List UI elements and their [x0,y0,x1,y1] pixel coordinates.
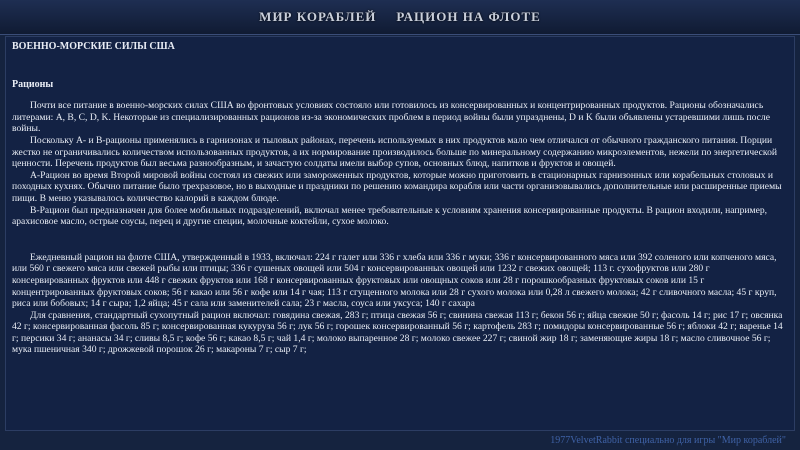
title-game: МИР КОРАБЛЕЙ [259,9,377,24]
paragraph-navy-daily: Ежедневный рацион на флоте США, утвержденный в 1933, включал: 224 г галет или 336 г хлеба или 336 г муки; 336 г консервированного мяса или 392 соленого или копченого мяса, или 560 г свежего мяса или свежей рыбы или птицы; 336 г сушеных овощей или 504 г консервированных овощей или 1232 г свежих овощей; 113 г. сухофруктов или 280 г консервированных фруктов или 448 г свежих фруктов или 168 г консервированных фруктовых или овощных соков или 28 г порошкообразных фруктовых соков или 15 г концентрированных фруктовых соков; 56 г какао или 56 г кофе или 14 г чая; 113 г сгущенного молока или 28 г сухого молока или 0,28 л свежего молока; 42 г сливочного масла; 45 г круп, риса или бобовых; 14 г сыра; 1,2 яйца; 45 г сала или заменителей сала; 23 г масла, соуса или уксуса; 140 г сахара [12,251,777,310]
title-topic: РАЦИОН НА ФЛОТЕ [396,9,541,24]
section-heading: ВОЕННО-МОРСКИЕ СИЛЫ США [12,41,175,52]
paragraph-army-compare: Для сравнения, стандартный сухопутный рацион включал: говядина свежая, 283 г; птица свежая 56 г; свинина свежая 113 г; бекон 56 г; яйца свежие 50 г; фасоль 14 г; рис 17 г; овсянка 42 г; консервированная фасоль 85 г; консервированная кукуруза 56 г; лук 56 г; горошек консервированный 56 г; картофель 283 г; помидоры консервированные 56 г; яблоки 42 г; варенье 14 г; персики 34 г; ананасы 34 г; сливы 8,5 г; кофе 56 г; какао 8,5 г; чай 1,4 г; молоко выпаренное 28 г; молоко свежее 227 г; свиной жир 18 г; заменяющие жиры 18 г; масло сливочное 56 г; мука пшеничная 340 г; дрожжевой порошок 26 г; макароны 7 г; сыр 7 г; [12,309,783,356]
paragraph-intro: Почти все питание в военно-морских силах США во фронтовых условиях состояло или готовилось из консервированных и концентрированных продуктов. Рационы обозначались литерами: A, B, C, D, K. Некоторые из специализированных рационов из-за экономических проблем в период войны были упразднены, D и K были объявлены устаревшими лишь после войны. [12,100,770,135]
title-bar [0,0,800,35]
author-credit: 1977VelvetRabbit специально для игры "Мир кораблей" [550,435,786,446]
paragraph-a-ration: А-Рацион во время Второй мировой войны состоял из свежих или замороженных продуктов, которые можно приготовить в стационарных гарнизонных или корабельных столовых и походных кухнях. Обычно питание было трехразовое, но в выходные и праздники по решению командира корабля или части организовывались дополнительные или расширенные приемы пищи. В меню указывалось количество калорий в каждом блюде. [12,169,782,204]
paragraph-ab-rations: Поскольку А- и В-рационы применялись в гарнизонах и тыловых районах, перечень используемых в них продуктов мало чем отличался от обычного гражданского питания. Порции жестко не ограничивались количеством использованных продуктов, а их нормирование производилось больше по минеральному содержанию микроэлементов, нежели по энергетической ценности. Перечень продуктов был весьма разнообразным, и зачастую солдаты имели выбор супов, основных блюд, напитков и фруктов и овощей. [12,134,778,170]
section-subheading: Рационы [12,78,54,90]
paragraph-b-ration: В-Рацион был предназначен для более мобильных подразделений, включал менее требовательные к условиям хранения консервированные продукты. В рацион входили, например, арахисовое масло, острые соусы, перец и другие специи, молочные коктейли, сухое молоко. [12,204,768,228]
content-panel [5,36,795,431]
spacer [12,228,788,252]
